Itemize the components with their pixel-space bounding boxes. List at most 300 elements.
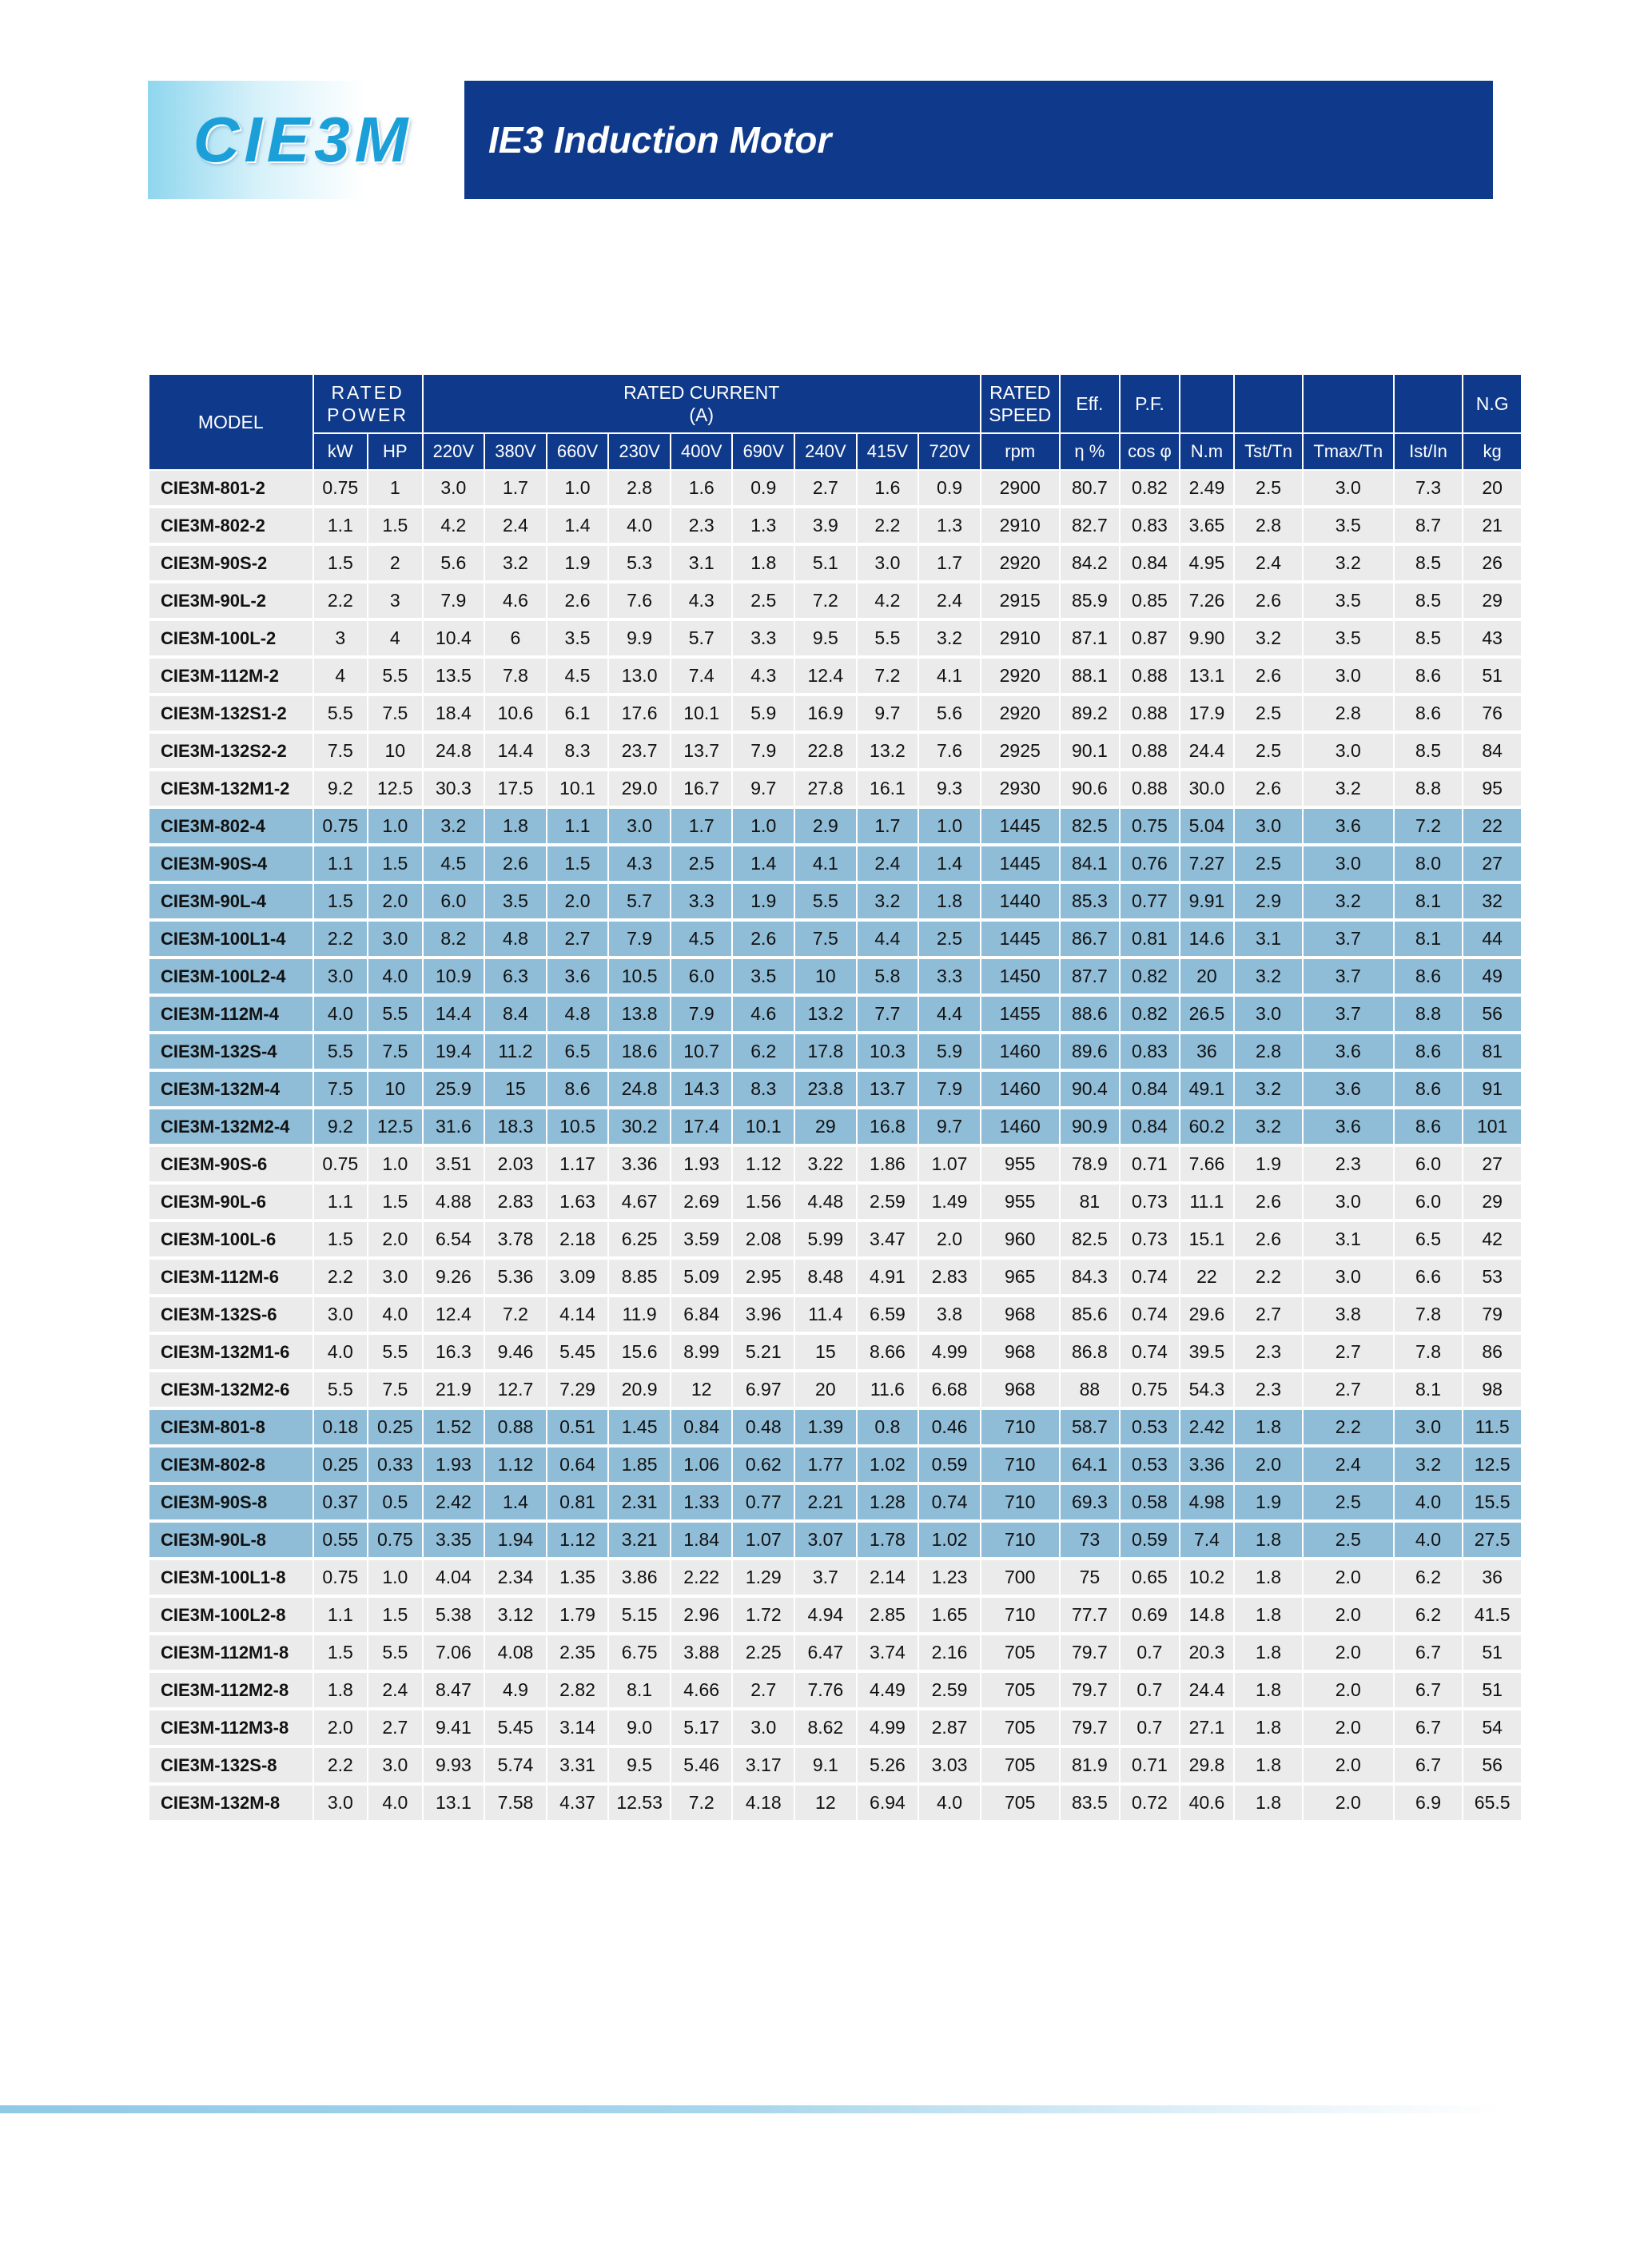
value-cell: 11.1: [1180, 1183, 1235, 1221]
value-cell: 1.5: [313, 544, 368, 582]
value-cell: 39.5: [1180, 1333, 1235, 1371]
value-cell: 1.0: [918, 807, 981, 845]
value-cell: 0.7: [1120, 1709, 1180, 1746]
value-cell: 3.0: [1303, 657, 1394, 695]
value-cell: 3.5: [1303, 507, 1394, 544]
value-cell: 6.6: [1394, 1258, 1463, 1296]
value-cell: 2.7: [547, 920, 609, 958]
header-model: MODEL: [149, 374, 313, 470]
value-cell: 3.5: [484, 882, 547, 920]
value-cell: 8.6: [1394, 1033, 1463, 1070]
value-cell: 13.0: [608, 657, 671, 695]
value-cell: 5.5: [368, 657, 423, 695]
value-cell: 60.2: [1180, 1108, 1235, 1145]
value-cell: 8.1: [1394, 920, 1463, 958]
value-cell: 2.31: [608, 1483, 671, 1521]
value-cell: 2.25: [732, 1634, 794, 1671]
value-cell: 3.09: [547, 1258, 609, 1296]
model-cell: CIE3M-112M-2: [149, 657, 313, 695]
value-cell: 1.8: [1234, 1671, 1303, 1709]
value-cell: 8.5: [1394, 582, 1463, 619]
value-cell: 5.45: [484, 1709, 547, 1746]
value-cell: 8.6: [1394, 1070, 1463, 1108]
value-cell: 3.47: [857, 1221, 919, 1258]
table-row: [149, 1446, 1522, 1483]
value-cell: 0.69: [1120, 1596, 1180, 1634]
value-cell: 20: [1180, 958, 1235, 995]
value-cell: 1455: [981, 995, 1060, 1033]
value-cell: 9.90: [1180, 619, 1235, 657]
value-cell: 9.7: [918, 1108, 981, 1145]
value-cell: 29.6: [1180, 1296, 1235, 1333]
value-cell: 2925: [981, 732, 1060, 770]
value-cell: 6.0: [1394, 1183, 1463, 1221]
value-cell: 4.4: [857, 920, 919, 958]
value-cell: 3.36: [1180, 1446, 1235, 1483]
value-cell: 2.49: [1180, 470, 1235, 507]
value-cell: 3.0: [1303, 1258, 1394, 1296]
sub-header-cell: N.m: [1180, 433, 1235, 470]
value-cell: 11.5: [1463, 1408, 1522, 1446]
value-cell: 1.4: [918, 845, 981, 882]
value-cell: 0.73: [1120, 1221, 1180, 1258]
value-cell: 10.1: [547, 770, 609, 807]
value-cell: 3.0: [368, 1746, 423, 1784]
value-cell: 82.5: [1060, 807, 1121, 845]
value-cell: 2.0: [547, 882, 609, 920]
table-row: [149, 1371, 1522, 1408]
value-cell: 14.4: [423, 995, 485, 1033]
value-cell: 4.0: [313, 995, 368, 1033]
table-row: [149, 1709, 1522, 1746]
value-cell: 3.6: [547, 958, 609, 995]
table-row: [149, 845, 1522, 882]
value-cell: 3.2: [857, 882, 919, 920]
value-cell: 2.4: [918, 582, 981, 619]
value-cell: 11.6: [857, 1371, 919, 1408]
value-cell: 14.3: [671, 1070, 733, 1108]
value-cell: 6.7: [1394, 1671, 1463, 1709]
value-cell: 51: [1463, 1634, 1522, 1671]
value-cell: 13.2: [794, 995, 857, 1033]
value-cell: 1.1: [313, 1183, 368, 1221]
value-cell: 3.14: [547, 1709, 609, 1746]
value-cell: 2.7: [732, 1671, 794, 1709]
value-cell: 3.1: [1234, 920, 1303, 958]
value-cell: 3.17: [732, 1746, 794, 1784]
value-cell: 7.9: [423, 582, 485, 619]
sub-header-cell: cos φ: [1120, 433, 1180, 470]
value-cell: 20.9: [608, 1371, 671, 1408]
value-cell: 0.73: [1120, 1183, 1180, 1221]
value-cell: 1.3: [918, 507, 981, 544]
value-cell: 8.1: [1394, 1371, 1463, 1408]
value-cell: 2.2: [1234, 1258, 1303, 1296]
value-cell: 13.2: [857, 732, 919, 770]
value-cell: 8.62: [794, 1709, 857, 1746]
value-cell: 2.5: [918, 920, 981, 958]
value-cell: 8.5: [1394, 544, 1463, 582]
value-cell: 19.4: [423, 1033, 485, 1070]
value-cell: 9.7: [857, 695, 919, 732]
value-cell: 3.6: [1303, 1108, 1394, 1145]
value-cell: 8.5: [1394, 619, 1463, 657]
value-cell: 3.59: [671, 1221, 733, 1258]
value-cell: 0.71: [1120, 1145, 1180, 1183]
header-blank-ist: [1394, 374, 1463, 433]
value-cell: 31.6: [423, 1108, 485, 1145]
value-cell: 2.4: [1234, 544, 1303, 582]
title-banner: [464, 81, 1493, 199]
value-cell: 10: [368, 732, 423, 770]
value-cell: 705: [981, 1746, 1060, 1784]
value-cell: 11.9: [608, 1296, 671, 1333]
value-cell: 1.5: [313, 882, 368, 920]
value-cell: 0.25: [368, 1408, 423, 1446]
value-cell: 2.59: [918, 1671, 981, 1709]
value-cell: 4.0: [1394, 1521, 1463, 1559]
value-cell: 3.0: [857, 544, 919, 582]
value-cell: 0.84: [671, 1408, 733, 1446]
value-cell: 1.86: [857, 1145, 919, 1183]
footer-gradient-line: [0, 2105, 1503, 2113]
table-row: [149, 958, 1522, 995]
value-cell: 7.58: [484, 1784, 547, 1822]
value-cell: 0.64: [547, 1446, 609, 1483]
value-cell: 30.2: [608, 1108, 671, 1145]
value-cell: 0.75: [1120, 807, 1180, 845]
value-cell: 2.5: [1303, 1521, 1394, 1559]
value-cell: 1.28: [857, 1483, 919, 1521]
value-cell: 0.25: [313, 1446, 368, 1483]
model-cell: CIE3M-100L1-4: [149, 920, 313, 958]
value-cell: 3.8: [918, 1296, 981, 1333]
table-row: [149, 1070, 1522, 1108]
value-cell: 2.96: [671, 1596, 733, 1634]
value-cell: 1.1: [547, 807, 609, 845]
value-cell: 2.9: [1234, 882, 1303, 920]
value-cell: 1.07: [732, 1521, 794, 1559]
value-cell: 36: [1463, 1559, 1522, 1596]
value-cell: 2.5: [671, 845, 733, 882]
value-cell: 0.84: [1120, 544, 1180, 582]
value-cell: 90.4: [1060, 1070, 1121, 1108]
value-cell: 5.6: [423, 544, 485, 582]
sub-header-row: [149, 433, 1522, 470]
value-cell: 6.84: [671, 1296, 733, 1333]
value-cell: 0.88: [1120, 770, 1180, 807]
value-cell: 1: [368, 470, 423, 507]
value-cell: 4.5: [423, 845, 485, 882]
value-cell: 4.3: [608, 845, 671, 882]
value-cell: 2.83: [484, 1183, 547, 1221]
value-cell: 0.53: [1120, 1408, 1180, 1446]
value-cell: 6.2: [1394, 1596, 1463, 1634]
value-cell: 4.8: [547, 995, 609, 1033]
table-row: [149, 582, 1522, 619]
value-cell: 5.7: [608, 882, 671, 920]
value-cell: 7.6: [608, 582, 671, 619]
value-cell: 955: [981, 1145, 1060, 1183]
value-cell: 2910: [981, 507, 1060, 544]
value-cell: 13.7: [857, 1070, 919, 1108]
value-cell: 7.5: [313, 1070, 368, 1108]
value-cell: 3.6: [1303, 1070, 1394, 1108]
value-cell: 40.6: [1180, 1784, 1235, 1822]
value-cell: 2.6: [484, 845, 547, 882]
value-cell: 6.75: [608, 1634, 671, 1671]
value-cell: 6.3: [484, 958, 547, 995]
value-cell: 5.7: [671, 619, 733, 657]
model-cell: CIE3M-112M1-8: [149, 1634, 313, 1671]
value-cell: 5.36: [484, 1258, 547, 1296]
value-cell: 1.9: [547, 544, 609, 582]
value-cell: 24.4: [1180, 732, 1235, 770]
value-cell: 1.3: [732, 507, 794, 544]
sub-header-cell: 415V: [857, 433, 919, 470]
value-cell: 4.0: [1394, 1483, 1463, 1521]
model-cell: CIE3M-132M2-4: [149, 1108, 313, 1145]
header-rated-speed: RATED SPEED: [981, 374, 1060, 433]
value-cell: 7.29: [547, 1371, 609, 1408]
value-cell: 968: [981, 1296, 1060, 1333]
value-cell: 9.2: [313, 1108, 368, 1145]
value-cell: 64.1: [1060, 1446, 1121, 1483]
value-cell: 3.31: [547, 1746, 609, 1784]
value-cell: 4.0: [368, 958, 423, 995]
value-cell: 10.2: [1180, 1559, 1235, 1596]
value-cell: 4.9: [484, 1671, 547, 1709]
value-cell: 18.4: [423, 695, 485, 732]
value-cell: 81: [1060, 1183, 1121, 1221]
value-cell: 1.39: [794, 1408, 857, 1446]
value-cell: 6.97: [732, 1371, 794, 1408]
value-cell: 4.0: [313, 1333, 368, 1371]
value-cell: 5.5: [313, 695, 368, 732]
value-cell: 27.1: [1180, 1709, 1235, 1746]
value-cell: 5.5: [313, 1371, 368, 1408]
value-cell: 7.9: [918, 1070, 981, 1108]
value-cell: 2.18: [547, 1221, 609, 1258]
value-cell: 6.94: [857, 1784, 919, 1822]
value-cell: 0.7: [1120, 1634, 1180, 1671]
value-cell: 8.1: [1394, 882, 1463, 920]
value-cell: 0.85: [1120, 582, 1180, 619]
value-cell: 6.47: [794, 1634, 857, 1671]
value-cell: 79.7: [1060, 1671, 1121, 1709]
value-cell: 29: [794, 1108, 857, 1145]
rated-current-label: RATED CURRENT: [623, 382, 780, 403]
value-cell: 15: [794, 1333, 857, 1371]
value-cell: 22: [1463, 807, 1522, 845]
value-cell: 0.84: [1120, 1070, 1180, 1108]
value-cell: 4.14: [547, 1296, 609, 1333]
value-cell: 44: [1463, 920, 1522, 958]
value-cell: 4.37: [547, 1784, 609, 1822]
value-cell: 2.0: [1303, 1709, 1394, 1746]
value-cell: 2.0: [368, 882, 423, 920]
model-cell: CIE3M-132S-6: [149, 1296, 313, 1333]
value-cell: 2.2: [313, 582, 368, 619]
value-cell: 1.5: [547, 845, 609, 882]
value-cell: 1.4: [732, 845, 794, 882]
value-cell: 0.37: [313, 1483, 368, 1521]
value-cell: 0.82: [1120, 470, 1180, 507]
value-cell: 1.07: [918, 1145, 981, 1183]
value-cell: 6.59: [857, 1296, 919, 1333]
value-cell: 0.75: [313, 1145, 368, 1183]
value-cell: 2.82: [547, 1671, 609, 1709]
value-cell: 1.6: [857, 470, 919, 507]
value-cell: 3.0: [1303, 470, 1394, 507]
value-cell: 5.46: [671, 1746, 733, 1784]
value-cell: 10.1: [732, 1108, 794, 1145]
value-cell: 75: [1060, 1559, 1121, 1596]
value-cell: 1.8: [313, 1671, 368, 1709]
header-rated-power: RATED POWER: [313, 374, 423, 433]
value-cell: 0.75: [368, 1521, 423, 1559]
value-cell: 705: [981, 1671, 1060, 1709]
value-cell: 20: [794, 1371, 857, 1408]
value-cell: 0.74: [918, 1483, 981, 1521]
value-cell: 2.95: [732, 1258, 794, 1296]
value-cell: 2.4: [484, 507, 547, 544]
value-cell: 51: [1463, 657, 1522, 695]
value-cell: 8.4: [484, 995, 547, 1033]
value-cell: 2.42: [1180, 1408, 1235, 1446]
value-cell: 3.3: [671, 882, 733, 920]
value-cell: 29.8: [1180, 1746, 1235, 1784]
value-cell: 2.8: [1234, 507, 1303, 544]
value-cell: 8.1: [608, 1671, 671, 1709]
value-cell: 2.7: [1303, 1333, 1394, 1371]
value-cell: 1.5: [313, 1634, 368, 1671]
value-cell: 0.88: [1120, 695, 1180, 732]
value-cell: 6.7: [1394, 1709, 1463, 1746]
value-cell: 10.9: [423, 958, 485, 995]
value-cell: 0.81: [1120, 920, 1180, 958]
value-cell: 6: [484, 619, 547, 657]
model-cell: CIE3M-112M2-8: [149, 1671, 313, 1709]
value-cell: 3.0: [1303, 845, 1394, 882]
value-cell: 5.99: [794, 1221, 857, 1258]
value-cell: 17.5: [484, 770, 547, 807]
value-cell: 2.3: [1303, 1145, 1394, 1183]
value-cell: 11.2: [484, 1033, 547, 1070]
value-cell: 51: [1463, 1671, 1522, 1709]
value-cell: 9.5: [608, 1746, 671, 1784]
value-cell: 54: [1463, 1709, 1522, 1746]
value-cell: 1.52: [423, 1408, 485, 1446]
model-cell: CIE3M-100L2-4: [149, 958, 313, 995]
value-cell: 11.4: [794, 1296, 857, 1333]
value-cell: 87.1: [1060, 619, 1121, 657]
value-cell: 6.2: [732, 1033, 794, 1070]
value-cell: 710: [981, 1521, 1060, 1559]
value-cell: 30.3: [423, 770, 485, 807]
value-cell: 0.77: [1120, 882, 1180, 920]
value-cell: 0.18: [313, 1408, 368, 1446]
value-cell: 1450: [981, 958, 1060, 995]
value-cell: 1445: [981, 807, 1060, 845]
value-cell: 85.6: [1060, 1296, 1121, 1333]
value-cell: 21: [1463, 507, 1522, 544]
value-cell: 82.7: [1060, 507, 1121, 544]
value-cell: 0.83: [1120, 507, 1180, 544]
table-row: [149, 1596, 1522, 1634]
value-cell: 3.12: [484, 1596, 547, 1634]
value-cell: 79.7: [1060, 1709, 1121, 1746]
value-cell: 2.0: [1303, 1746, 1394, 1784]
value-cell: 8.7: [1394, 507, 1463, 544]
value-cell: 0.58: [1120, 1483, 1180, 1521]
value-cell: 1.85: [608, 1446, 671, 1483]
value-cell: 1.84: [671, 1521, 733, 1559]
value-cell: 1.8: [918, 882, 981, 920]
value-cell: 1.77: [794, 1446, 857, 1483]
value-cell: 29: [1463, 1183, 1522, 1221]
value-cell: 0.75: [313, 1559, 368, 1596]
value-cell: 27: [1463, 1145, 1522, 1183]
table-row: [149, 1634, 1522, 1671]
value-cell: 2.0: [313, 1709, 368, 1746]
value-cell: 54.3: [1180, 1371, 1235, 1408]
value-cell: 2.3: [1234, 1371, 1303, 1408]
header-rated-current: [423, 374, 981, 433]
value-cell: 86.8: [1060, 1333, 1121, 1371]
value-cell: 0.5: [368, 1483, 423, 1521]
header-pf: P.F.: [1120, 374, 1180, 433]
value-cell: 4.95: [1180, 544, 1235, 582]
value-cell: 2.8: [608, 470, 671, 507]
value-cell: 81.9: [1060, 1746, 1121, 1784]
value-cell: 0.48: [732, 1408, 794, 1446]
value-cell: 2.7: [368, 1709, 423, 1746]
value-cell: 0.74: [1120, 1296, 1180, 1333]
value-cell: 6.5: [1394, 1221, 1463, 1258]
value-cell: 1.8: [1234, 1746, 1303, 1784]
value-cell: 16.8: [857, 1108, 919, 1145]
value-cell: 3.2: [1234, 958, 1303, 995]
value-cell: 9.46: [484, 1333, 547, 1371]
value-cell: 3.0: [1303, 1183, 1394, 1221]
value-cell: 12.5: [368, 770, 423, 807]
value-cell: 12.4: [423, 1296, 485, 1333]
value-cell: 0.88: [484, 1408, 547, 1446]
value-cell: 90.1: [1060, 732, 1121, 770]
page-title: IE3 Induction Motor: [488, 119, 832, 161]
value-cell: 0.84: [1120, 1108, 1180, 1145]
value-cell: 1.12: [547, 1521, 609, 1559]
value-cell: 49: [1463, 958, 1522, 995]
value-cell: 3.88: [671, 1634, 733, 1671]
value-cell: 2.16: [918, 1634, 981, 1671]
header-blank-torque: [1180, 374, 1235, 433]
value-cell: 0.74: [1120, 1258, 1180, 1296]
value-cell: 10: [368, 1070, 423, 1108]
value-cell: 2.2: [857, 507, 919, 544]
value-cell: 710: [981, 1446, 1060, 1483]
value-cell: 0.59: [1120, 1521, 1180, 1559]
value-cell: 2.0: [1303, 1671, 1394, 1709]
value-cell: 3.03: [918, 1746, 981, 1784]
value-cell: 7.8: [484, 657, 547, 695]
value-cell: 56: [1463, 995, 1522, 1033]
value-cell: 4.88: [423, 1183, 485, 1221]
value-cell: 1.5: [368, 1183, 423, 1221]
value-cell: 1.1: [313, 1596, 368, 1634]
value-cell: 4.91: [857, 1258, 919, 1296]
